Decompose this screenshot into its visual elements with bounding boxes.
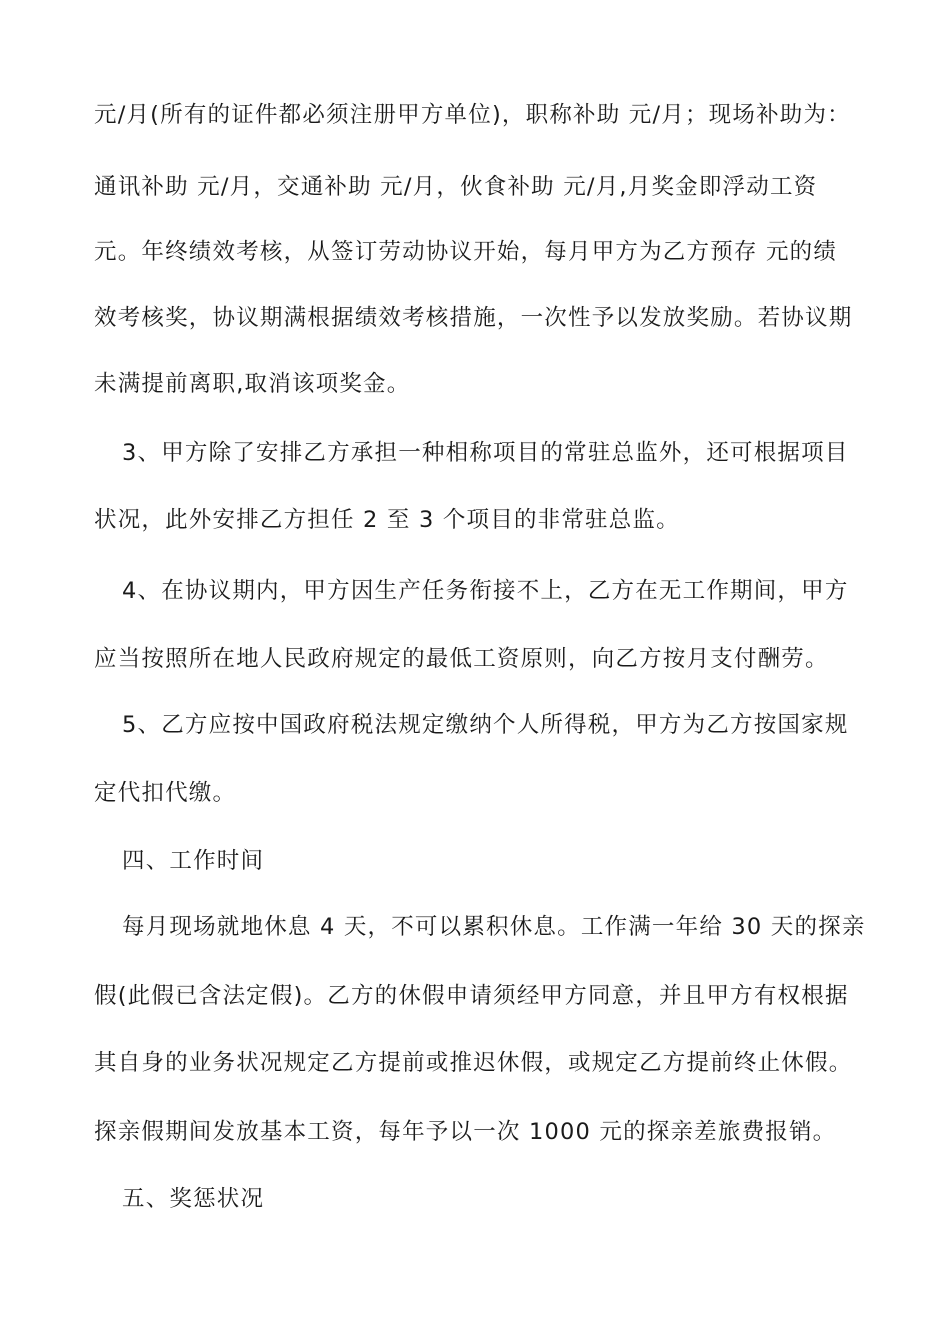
text-line: 元。年终绩效考核，从签订劳动协议开始，每月甲方为乙方预存 元的绩 — [94, 239, 838, 265]
paragraph-first-line: 每月现场就地休息 4 天，不可以累积休息。工作满一年给 30 天的探亲 — [122, 914, 866, 940]
text-line: 状况，此外安排乙方担任 2 至 3 个项目的非常驻总监。 — [94, 507, 680, 533]
clause-4-line: 4、在协议期内，甲方因生产任务衔接不上，乙方在无工作期间，甲方 — [122, 578, 849, 604]
text-line: 元/月(所有的证件都必须注册甲方单位)，职称补助 元/月；现场补助为： — [94, 102, 851, 128]
text-line: 定代扣代缴。 — [94, 780, 237, 806]
text-line: 效考核奖，协议期满根据绩效考核措施，一次性予以发放奖励。若协议期 — [94, 305, 853, 331]
text-line: 应当按照所在地人民政府规定的最低工资原则，向乙方按月支付酬劳。 — [94, 646, 829, 672]
text-line: 未满提前离职,取消该项奖金。 — [94, 371, 411, 397]
text-line: 其自身的业务状况规定乙方提前或推迟休假，或规定乙方提前终止休假。 — [94, 1050, 853, 1076]
clause-3-line: 3、甲方除了安排乙方承担一种相称项目的常驻总监外，还可根据项目 — [122, 440, 849, 466]
text-line: 探亲假期间发放基本工资，每年予以一次 1000 元的探亲差旅费报销。 — [94, 1119, 837, 1145]
section-heading-work-time: 四、工作时间 — [122, 848, 265, 874]
section-heading-rewards: 五、奖惩状况 — [122, 1186, 265, 1212]
text-line: 通讯补助 元/月，交通补助 元/月，伙食补助 元/月,月奖金即浮动工资 — [94, 174, 818, 200]
text-line: 假(此假已含法定假)。乙方的休假申请须经甲方同意，并且甲方有权根据 — [94, 983, 849, 1009]
clause-5-line: 5、乙方应按中国政府税法规定缴纳个人所得税，甲方为乙方按国家规 — [122, 712, 849, 738]
